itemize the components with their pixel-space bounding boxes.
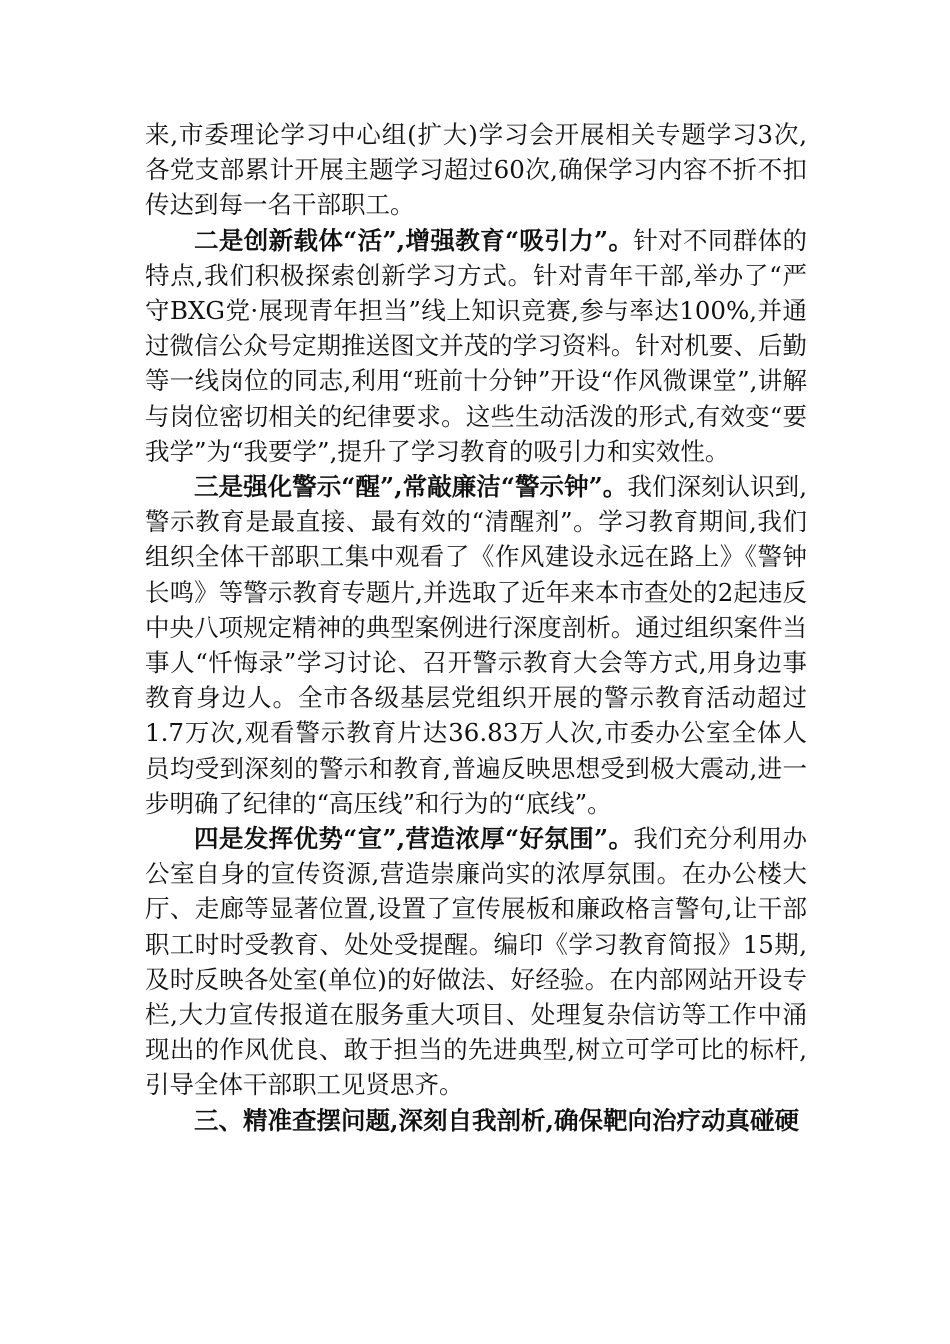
document-page — [145, 117, 807, 1138]
paragraph-lead: 四是发挥优势“宣”,营造浓厚“好氛围”。 — [194, 824, 634, 854]
section-heading — [145, 1103, 807, 1138]
paragraph-innovate-carrier — [145, 223, 807, 469]
paragraph-text: 我们充分利用办公室自身的宣传资源,营造崇廉尚实的浓厚氛围。在办公楼大厅、走廊等显著位置,设置了宣传展板和廉政格言警句,让干部职工时时受教育、处处受提醒。编印《学习教育简报》15期,及时反映各处室(单位)的好做法、好经验。在内部网站开设专栏,大力宣传报道在服务重大项目、处理复杂信访等工作中涌现出的作风优良、敢于担当的先进典型,树立可学可比的标杆,引导全体干部职工见贤思齐。 — [145, 824, 807, 1100]
paragraph-text: 我们深刻认识到,警示教育是最直接、最有效的“清醒剂”。学习教育期间,我们组织全体干部职工集中观看了《作风建设永远在路上》《警钟长鸣》等警示教育专题片,并选取了近年来本市查处的2起违反中央八项规定精神的典型案例进行深度剖析。通过组织案件当事人“忏悔录”学习讨论、召开警示教育大会等方式,用身边事教育身边人。全市各级基层党组织开展的警示教育活动超过1.7万次,观看警示教育片达36.83万人次,市委办公室全体人员均受到深刻的警示和教育,普遍反映思想受到极大震动,进一步明确了纪律的“高压线”和行为的“底线”。 — [145, 472, 807, 818]
section-heading-text: 三、精准查摆问题,深刻自我剖析,确保靶向治疗动真碰硬 — [194, 1105, 800, 1135]
paragraph-text: 来,市委理论学习中心组(扩大)学习会开展相关专题学习3次,各党支部累计开展主题学习超过60次,确保学习内容不折不扣传达到每一名干部职工。 — [145, 120, 807, 220]
paragraph-study-summary — [145, 117, 807, 223]
paragraph-publicity — [145, 821, 807, 1103]
paragraph-lead: 三是强化警示“醒”,常敲廉洁“警示钟”。 — [194, 472, 628, 502]
paragraph-warning-education — [145, 469, 807, 821]
paragraph-lead: 二是创新载体“活”,增强教育“吸引力”。 — [194, 225, 634, 255]
paragraph-text: 针对不同群体的特点,我们积极探索创新学习方式。针对青年干部,举办了“严守BXG党·展现青年担当”线上知识竞赛,参与率达100%,并通过微信公众号定期推送图文并茂的学习资料。针对机要、后勤等一线岗位的同志,利用“班前十分钟”开设“作风微课堂”,讲解与岗位密切相关的纪律要求。这些生动活泼的形式,有效变“要我学”为“我要学”,提升了学习教育的吸引力和实效性。 — [145, 225, 807, 466]
